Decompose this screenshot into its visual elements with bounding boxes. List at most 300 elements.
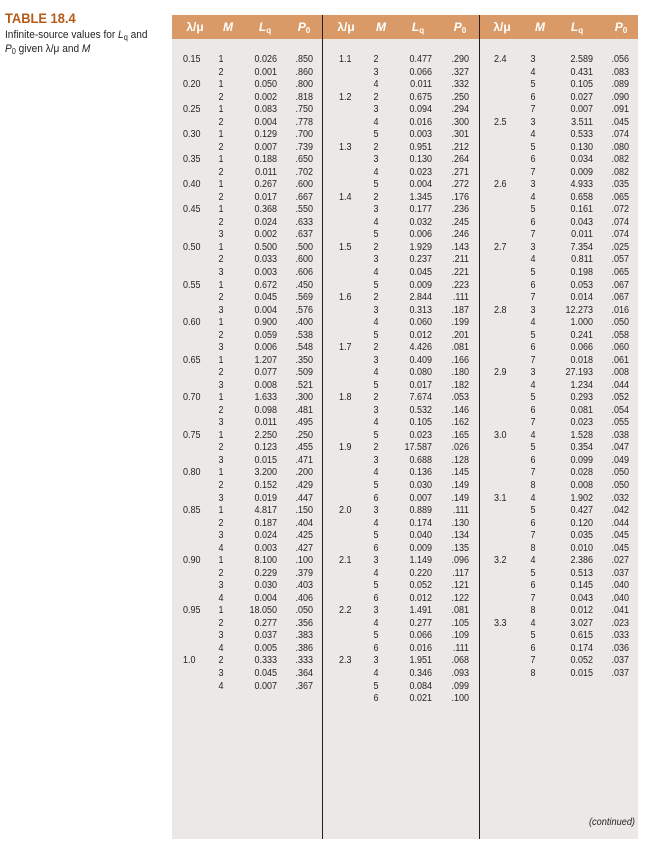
cell-lambda-mu: 0.65 (183, 354, 201, 366)
cell-m: 3 (373, 66, 379, 78)
cell-lq: 0.026 (254, 54, 277, 65)
cell-p0: .090 (611, 91, 629, 103)
cell-lq: 0.059 (254, 329, 277, 341)
cell-lq: 0.015 (570, 667, 593, 679)
cell-p0: .223 (451, 279, 469, 291)
cell-p0: .145 (451, 467, 469, 479)
cell-m: 3 (218, 630, 224, 642)
cell-lq: 0.889 (409, 505, 432, 517)
cell-m: 7 (530, 354, 536, 366)
cell-lq: 0.035 (570, 530, 593, 542)
cell-lq: 0.045 (254, 667, 277, 679)
cell-m: 6 (530, 454, 536, 466)
cell-lq: 0.615 (570, 630, 593, 642)
cell-p0: .550 (295, 204, 313, 216)
cell-p0: .332 (451, 79, 469, 91)
cell-p0: .072 (611, 204, 629, 216)
header-lq: $L_q$ (411, 20, 425, 35)
cell-m: 2 (373, 241, 379, 253)
cell-lq: 0.004 (409, 179, 432, 191)
cell-m: 1 (218, 392, 224, 404)
cell-m: 2 (373, 442, 379, 454)
cell-lq: 0.177 (409, 204, 432, 216)
cell-p0: .211 (452, 254, 469, 266)
cell-lq: 0.033 (254, 254, 277, 266)
cell-lq: 0.675 (409, 91, 432, 103)
cell-p0: .111 (452, 642, 469, 654)
cell-m: 8 (530, 605, 536, 617)
cell-lq: 0.024 (254, 216, 277, 228)
cell-p0: .052 (611, 392, 629, 404)
cell-m: 1 (218, 204, 224, 216)
cell-lq: 0.099 (570, 454, 593, 466)
cell-p0: .109 (451, 630, 469, 642)
cell-m: 4 (530, 492, 536, 504)
cell-p0: .176 (451, 191, 469, 203)
cell-lq: 0.028 (570, 467, 593, 479)
cell-p0: .667 (295, 191, 313, 203)
cell-p0: .650 (295, 154, 313, 166)
cell-m: 1 (218, 317, 224, 329)
cell-p0: .404 (295, 517, 313, 529)
cell-p0: .290 (451, 54, 469, 65)
cell-m: 3 (373, 605, 379, 617)
cell-p0: .800 (295, 79, 313, 91)
cell-p0: .146 (451, 404, 469, 416)
cell-m: 4 (530, 429, 536, 441)
cell-lq: 0.010 (570, 542, 593, 554)
cell-lq: 0.012 (409, 329, 432, 341)
cell-p0: .379 (295, 567, 313, 579)
cell-lq: 0.052 (409, 580, 432, 592)
cell-lq: 0.037 (254, 630, 277, 642)
cell-lq: 0.313 (409, 304, 432, 316)
cell-p0: .058 (611, 329, 629, 341)
cell-p0: .060 (611, 342, 629, 354)
cell-lambda-mu: 0.25 (183, 104, 201, 116)
cell-p0: .272 (451, 179, 469, 191)
cell-lq: 0.083 (254, 104, 277, 116)
column-divider (322, 15, 323, 839)
cell-lq: 0.198 (570, 267, 593, 278)
header-lambda-mu: λ/μ (493, 20, 511, 34)
cell-m: 7 (530, 592, 536, 604)
cell-lq: 0.105 (409, 417, 432, 429)
cell-lambda-mu: 0.15 (183, 54, 201, 65)
cell-lq: 17.587 (404, 442, 432, 454)
cell-m: 7 (530, 292, 536, 304)
cell-m: 1 (218, 467, 224, 479)
header-lq: $L_q$ (570, 20, 584, 35)
cell-lq: 0.006 (409, 229, 432, 241)
cell-lq: 0.081 (570, 404, 593, 416)
cell-lq: 0.005 (254, 642, 277, 654)
cell-lambda-mu: 0.30 (183, 129, 201, 141)
cell-p0: .054 (611, 404, 629, 416)
cell-m: 2 (218, 254, 224, 266)
cell-m: 3 (530, 54, 536, 65)
cell-lq: 18.050 (249, 605, 277, 617)
cell-m: 4 (530, 254, 536, 266)
cell-lq: 0.021 (409, 693, 432, 705)
cell-m: 3 (218, 379, 224, 391)
cell-m: 2 (218, 480, 224, 492)
cell-lq: 0.500 (254, 241, 277, 253)
cell-p0: .350 (295, 354, 313, 366)
cell-m: 2 (373, 191, 379, 203)
cell-lambda-mu: 0.35 (183, 154, 201, 166)
cell-m: 5 (373, 429, 379, 441)
cell-p0: .200 (295, 467, 313, 479)
cell-p0: .008 (611, 367, 629, 379)
cell-p0: .083 (611, 66, 629, 78)
cell-p0: .162 (451, 417, 469, 429)
cell-p0: .500 (295, 241, 313, 253)
cell-p0: .495 (295, 417, 313, 429)
cell-m: 4 (218, 680, 224, 692)
cell-lq: 2.589 (570, 54, 593, 65)
cell-p0: .061 (611, 354, 629, 366)
cell-p0: .187 (451, 304, 469, 316)
cell-p0: .425 (295, 530, 313, 542)
column-divider (479, 15, 480, 839)
cell-lambda-mu: 0.85 (183, 505, 201, 517)
cell-m: 5 (530, 141, 536, 153)
cell-m: 5 (373, 680, 379, 692)
cell-lq: 0.951 (409, 141, 432, 153)
cell-p0: .637 (295, 229, 313, 241)
cell-p0: .045 (611, 542, 629, 554)
cell-lq: 3.200 (254, 467, 277, 479)
cell-m: 5 (530, 630, 536, 642)
cell-p0: .040 (611, 580, 629, 592)
cell-p0: .067 (611, 279, 629, 291)
cell-m: 7 (530, 166, 536, 178)
cell-m: 3 (373, 454, 379, 466)
cell-p0: .606 (295, 267, 313, 278)
cell-m: 6 (373, 592, 379, 604)
cell-p0: .750 (295, 104, 313, 116)
header-lq: $L_q$ (258, 20, 272, 35)
cell-m: 4 (218, 592, 224, 604)
cell-m: 5 (530, 329, 536, 341)
cell-lq: 0.130 (409, 154, 432, 166)
cell-p0: .099 (451, 680, 469, 692)
cell-m: 5 (373, 530, 379, 542)
cell-m: 2 (218, 655, 224, 667)
cell-lq: 0.427 (570, 505, 593, 517)
cell-lq: 0.098 (254, 404, 277, 416)
cell-m: 1 (218, 241, 224, 253)
cell-m: 4 (373, 467, 379, 479)
cell-p0: .447 (295, 492, 313, 504)
cell-lq: 0.174 (409, 517, 432, 529)
cell-m: 2 (218, 442, 224, 454)
cell-lq: 1.207 (254, 354, 277, 366)
cell-m: 2 (373, 392, 379, 404)
cell-m: 7 (530, 417, 536, 429)
cell-lq: 0.016 (409, 116, 432, 128)
cell-lambda-mu: 1.9 (339, 442, 352, 454)
cell-p0: .057 (611, 254, 629, 266)
cell-m: 6 (530, 642, 536, 654)
cell-lq: 0.003 (409, 129, 432, 141)
cell-lq: 0.237 (409, 254, 432, 266)
cell-p0: .521 (295, 379, 313, 391)
cell-lambda-mu: 0.45 (183, 204, 201, 216)
cell-lq: 1.345 (409, 191, 432, 203)
cell-lq: 1.491 (409, 605, 432, 617)
cell-p0: .739 (295, 141, 313, 153)
cell-m: 2 (218, 116, 224, 128)
cell-p0: .149 (451, 492, 469, 504)
cell-p0: .386 (295, 642, 313, 654)
cell-p0: .045 (611, 530, 629, 542)
cell-m: 4 (530, 317, 536, 329)
cell-lq: 0.105 (570, 79, 593, 91)
cell-m: 1 (218, 505, 224, 517)
cell-m: 3 (530, 116, 536, 128)
cell-p0: .037 (611, 655, 629, 667)
cell-p0: .403 (295, 580, 313, 592)
cell-m: 6 (373, 693, 379, 705)
cell-p0: .111 (452, 505, 469, 517)
cell-lq: 0.354 (570, 442, 593, 454)
cell-m: 1 (218, 154, 224, 166)
cell-lq: 0.277 (254, 617, 277, 629)
cell-lq: 0.431 (570, 66, 593, 78)
cell-p0: .040 (611, 592, 629, 604)
cell-lq: 0.012 (570, 605, 593, 617)
cell-p0: .700 (295, 129, 313, 141)
cell-lq: 1.951 (409, 655, 432, 667)
cell-lq: 0.053 (570, 279, 593, 291)
cell-m: 5 (530, 267, 536, 278)
cell-p0: .053 (451, 392, 469, 404)
cell-lq: 0.811 (571, 254, 593, 266)
cell-p0: .026 (451, 442, 469, 454)
header-p0: $P_0$ (453, 20, 467, 35)
cell-lq: 2.844 (409, 292, 432, 304)
cell-lq: 0.030 (409, 480, 432, 492)
cell-p0: .300 (451, 116, 469, 128)
cell-m: 3 (373, 304, 379, 316)
cell-m: 2 (218, 166, 224, 178)
cell-lambda-mu: 2.6 (494, 179, 507, 191)
cell-m: 7 (530, 104, 536, 116)
cell-m: 3 (373, 254, 379, 266)
cell-lq: 0.688 (409, 454, 432, 466)
cell-m: 1 (218, 179, 224, 191)
cell-p0: .166 (451, 354, 469, 366)
cell-m: 4 (373, 417, 379, 429)
cell-p0: .182 (451, 379, 469, 391)
cell-m: 2 (218, 617, 224, 629)
cell-lq: 0.030 (254, 580, 277, 592)
cell-m: 1 (218, 54, 224, 65)
cell-lambda-mu: 0.20 (183, 79, 201, 91)
cell-p0: .333 (295, 655, 313, 667)
cell-lq: 27.193 (565, 367, 593, 379)
cell-m: 8 (530, 542, 536, 554)
cell-p0: .091 (611, 104, 629, 116)
cell-lq: 7.674 (409, 392, 432, 404)
cell-p0: .044 (611, 517, 629, 529)
cell-lq: 0.023 (409, 166, 432, 178)
cell-lq: 0.050 (254, 79, 277, 91)
cell-lq: 0.900 (254, 317, 277, 329)
cell-lq: 0.187 (254, 517, 277, 529)
cell-lambda-mu: 0.40 (183, 179, 201, 191)
cell-m: 4 (373, 567, 379, 579)
cell-lambda-mu: 2.8 (494, 304, 507, 316)
cell-lambda-mu: 2.0 (339, 505, 352, 517)
cell-lq: 0.293 (570, 392, 593, 404)
cell-m: 4 (530, 555, 536, 567)
cell-p0: .065 (611, 267, 629, 278)
cell-p0: .096 (451, 555, 469, 567)
cell-lq: 0.002 (254, 229, 277, 241)
cell-m: 7 (530, 655, 536, 667)
cell-lq: 0.004 (254, 304, 277, 316)
cell-m: 3 (218, 342, 224, 354)
cell-p0: .111 (452, 292, 469, 304)
cell-lq: 0.009 (570, 166, 593, 178)
cell-lq: 0.533 (570, 129, 593, 141)
cell-lq: 0.277 (409, 617, 432, 629)
cell-lq: 0.120 (570, 517, 593, 529)
cell-p0: .130 (451, 517, 469, 529)
cell-m: 8 (530, 667, 536, 679)
cell-p0: .264 (451, 154, 469, 166)
cell-p0: .221 (451, 267, 469, 278)
header-p0: $P_0$ (297, 20, 311, 35)
cell-lq: 0.015 (254, 454, 277, 466)
cell-lambda-mu: 2.7 (494, 241, 507, 253)
cell-lq: 0.006 (254, 342, 277, 354)
cell-lq: 0.017 (409, 379, 432, 391)
cell-p0: .080 (611, 141, 629, 153)
cell-m: 4 (373, 517, 379, 529)
cell-lambda-mu: 2.5 (494, 116, 507, 128)
cell-lq: 2.250 (254, 429, 277, 441)
cell-m: 5 (530, 442, 536, 454)
cell-m: 3 (373, 154, 379, 166)
cell-lambda-mu: 0.60 (183, 317, 201, 329)
cell-lq: 4.817 (254, 505, 277, 517)
cell-m: 1 (218, 279, 224, 291)
cell-lq: 0.152 (254, 480, 277, 492)
cell-p0: .406 (295, 592, 313, 604)
cell-p0: .199 (451, 317, 469, 329)
cell-p0: .100 (451, 693, 469, 705)
cell-m: 7 (530, 229, 536, 241)
cell-p0: .356 (295, 617, 313, 629)
cell-lambda-mu: 1.2 (339, 91, 352, 103)
cell-lambda-mu: 1.4 (339, 191, 352, 203)
cell-lq: 0.066 (409, 630, 432, 642)
cell-m: 2 (218, 329, 224, 341)
cell-lq: 0.129 (254, 129, 277, 141)
cell-lq: 0.011 (255, 417, 277, 429)
cell-p0: .050 (611, 467, 629, 479)
cell-lambda-mu: 1.8 (339, 392, 352, 404)
cell-m: 4 (218, 642, 224, 654)
cell-lq: 0.532 (409, 404, 432, 416)
cell-p0: .093 (451, 667, 469, 679)
cell-lq: 0.007 (409, 492, 432, 504)
cell-lq: 0.008 (570, 480, 593, 492)
cell-lq: 0.188 (254, 154, 277, 166)
cell-p0: .081 (451, 342, 469, 354)
cell-lambda-mu: 0.55 (183, 279, 201, 291)
cell-m: 1 (218, 104, 224, 116)
cell-lq: 0.014 (570, 292, 593, 304)
cell-lq: 1.000 (570, 317, 593, 329)
cell-m: 2 (218, 141, 224, 153)
cell-lambda-mu: 1.3 (339, 141, 352, 153)
cell-p0: .246 (451, 229, 469, 241)
cell-lq: 0.123 (254, 442, 277, 454)
cell-p0: .023 (611, 617, 629, 629)
cell-p0: .538 (295, 329, 313, 341)
cell-lq: 0.011 (571, 229, 593, 241)
cell-p0: .400 (295, 317, 313, 329)
cell-p0: .481 (295, 404, 313, 416)
cell-m: 3 (218, 580, 224, 592)
cell-m: 5 (373, 229, 379, 241)
cell-p0: .035 (611, 179, 629, 191)
cell-lq: 0.011 (255, 166, 277, 178)
cell-m: 5 (373, 279, 379, 291)
cell-p0: .850 (295, 54, 313, 65)
cell-m: 5 (530, 392, 536, 404)
cell-p0: .427 (295, 542, 313, 554)
cell-lq: 0.333 (254, 655, 277, 667)
cell-m: 4 (530, 66, 536, 78)
cell-m: 5 (530, 505, 536, 517)
cell-lq: 0.043 (570, 216, 593, 228)
cell-p0: .032 (611, 492, 629, 504)
cell-m: 5 (373, 179, 379, 191)
cell-m: 7 (530, 530, 536, 542)
cell-lq: 0.080 (409, 367, 432, 379)
table-subtitle: Infinite-source values for $L_q$ and $P_0$ given λ/μ and M (5, 29, 148, 56)
cell-m: 3 (530, 241, 536, 253)
cell-m: 3 (373, 555, 379, 567)
cell-lq: 0.346 (409, 667, 432, 679)
cell-lambda-mu: 3.0 (494, 429, 507, 441)
cell-m: 1 (218, 354, 224, 366)
cell-lambda-mu: 2.3 (339, 655, 352, 667)
cell-m: 5 (530, 567, 536, 579)
cell-p0: .117 (452, 567, 469, 579)
cell-lq: 0.066 (570, 342, 593, 354)
cell-m: 3 (373, 104, 379, 116)
table-caption (5, 10, 170, 56)
cell-m: 6 (530, 91, 536, 103)
cell-m: 6 (530, 517, 536, 529)
cell-lq: 1.929 (409, 241, 432, 253)
cell-p0: .600 (295, 179, 313, 191)
cell-lq: 0.012 (409, 592, 432, 604)
cell-m: 3 (373, 404, 379, 416)
cell-m: 4 (530, 617, 536, 629)
cell-m: 6 (530, 404, 536, 416)
cell-m: 4 (373, 216, 379, 228)
cell-m: 2 (373, 54, 379, 65)
cell-p0: .143 (451, 241, 469, 253)
